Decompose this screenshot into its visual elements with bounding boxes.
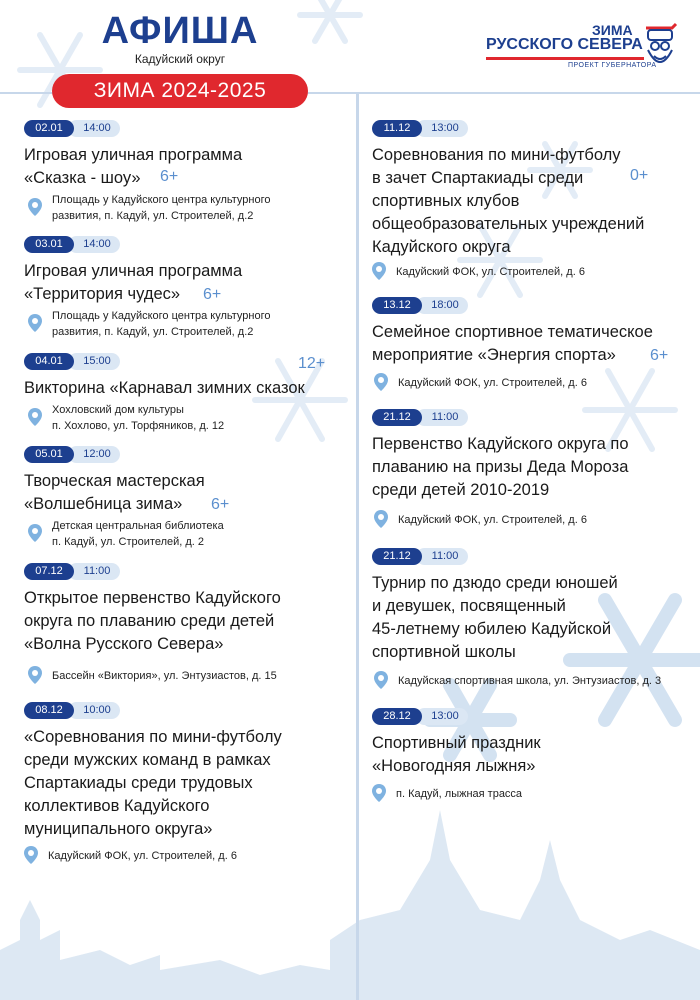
- event-title-line: «Волна Русского Севера»: [24, 635, 224, 653]
- event-title-line: коллективов Кадуйского: [24, 797, 210, 815]
- event-location: Кадуйский ФОК, ул. Строителей, д. 6: [398, 377, 587, 389]
- event-date: 21.12: [372, 548, 422, 565]
- header: [0, 0, 700, 110]
- page-title: АФИША: [101, 10, 259, 52]
- event-title-line: общеобразовательных учреждений: [372, 215, 645, 233]
- location-pin-icon: [28, 408, 42, 426]
- event-title-line: Открытое первенство Кадуйского: [24, 589, 281, 607]
- age-rating: 0+: [630, 167, 649, 184]
- event-location-line2: п. Хохлово, ул. Торфяников, д. 12: [52, 420, 225, 432]
- event-datetime: [372, 120, 700, 140]
- location-pin-icon: [372, 262, 386, 280]
- age-rating: 6+: [160, 168, 179, 185]
- event-title-line: 45-летнему юбилею Кадуйской: [372, 620, 612, 638]
- location-pin-icon: [28, 314, 42, 332]
- season-badge: ЗИМА 2024-2025: [52, 74, 308, 108]
- event-card: [372, 708, 700, 775]
- event-time: 18:00: [416, 297, 468, 314]
- location-pin-icon: [374, 373, 388, 391]
- event-title-line: Викторина «Карнавал зимних сказок: [24, 379, 305, 397]
- event-location: Хохловский дом культуры: [52, 404, 184, 416]
- event-time: 11:00: [416, 548, 468, 565]
- location-pin-icon: [374, 671, 388, 689]
- location-pin-icon: [28, 524, 42, 542]
- event-title-line: спортивной школы: [372, 643, 516, 661]
- event-datetime: [372, 708, 700, 728]
- event-card: [24, 702, 354, 838]
- event-location-line2: развития, п. Кадуй, ул. Строителей, д.2: [52, 326, 254, 338]
- location-pin-icon: [374, 510, 388, 528]
- event-title-line: мероприятие «Энергия спорта»: [372, 346, 616, 364]
- event-time: 14:00: [68, 120, 120, 137]
- event-date: 11.12: [372, 120, 422, 137]
- event-date: 07.12: [24, 563, 74, 580]
- page-subtitle: Кадуйский округ: [134, 52, 226, 66]
- logo-underline: [486, 57, 644, 60]
- event-location: Кадуйская спортивная школа, ул. Энтузиастов, д. 3: [398, 675, 662, 687]
- event-title-line: «Новогодняя лыжня»: [372, 757, 536, 775]
- location-pin-icon: [28, 198, 42, 216]
- event-date: 28.12: [372, 708, 422, 725]
- event-date: 05.01: [24, 446, 74, 463]
- event-datetime: [24, 446, 354, 466]
- event-date: 03.01: [24, 236, 74, 253]
- event-datetime: [372, 409, 700, 429]
- event-time: 15:00: [68, 353, 120, 370]
- event-title-line: Игровая уличная программа: [24, 262, 243, 280]
- event-card: [24, 236, 354, 303]
- age-rating: 6+: [650, 347, 669, 364]
- event-title-line: «Соревнования по мини-футболу: [24, 728, 282, 746]
- logo-text-line3: ПРОЕКТ ГУБЕРНАТОРА: [568, 62, 657, 69]
- logo-text-line2: РУССКОГО СЕВЕРА: [486, 36, 643, 53]
- event-datetime: [24, 120, 354, 140]
- event-title-line: Кадуйского округа: [372, 238, 511, 256]
- event-card: [372, 297, 700, 364]
- event-card: [24, 563, 354, 653]
- event-location: Площадь у Кадуйского центра культурного: [52, 194, 271, 206]
- ded-moroz-icon: [642, 22, 680, 72]
- event-datetime: [24, 563, 354, 583]
- event-title-line: среди детей 2010-2019: [372, 481, 550, 499]
- event-time: 14:00: [68, 236, 120, 253]
- event-title-line: в зачет Спартакиады среди: [372, 169, 584, 187]
- age-rating: 6+: [211, 496, 230, 513]
- location-pin-icon: [28, 666, 42, 684]
- event-title-line: муниципального округа»: [24, 820, 213, 838]
- event-datetime: [372, 548, 700, 568]
- event-title-line: Спортивный праздник: [372, 734, 541, 752]
- location-pin-icon: [24, 846, 38, 864]
- event-location: Кадуйский ФОК, ул. Строителей, д. 6: [48, 850, 237, 862]
- event-card: [372, 120, 700, 256]
- project-logo: [482, 20, 692, 75]
- event-location-line2: п. Кадуй, ул. Строителей, д. 2: [52, 536, 205, 548]
- event-date: 02.01: [24, 120, 74, 137]
- event-date: 08.12: [24, 702, 74, 719]
- event-title-line: округа по плаванию среди детей: [24, 612, 275, 630]
- event-title-line: спортивных клубов: [372, 192, 520, 210]
- event-title-line: «Территория чудес»: [24, 285, 181, 303]
- event-card: [24, 446, 354, 513]
- event-title-line: Турнир по дзюдо среди юношей: [372, 574, 618, 592]
- event-location: Бассейн «Виктория», ул. Энтузиастов, д. 15: [52, 670, 277, 682]
- event-title-line: «Сказка - шоу»: [24, 169, 141, 187]
- event-title-line: Соревнования по мини-футболу: [372, 146, 621, 164]
- event-location: Детская центральная библиотека: [52, 520, 224, 532]
- event-location: п. Кадуй, лыжная трасса: [396, 788, 523, 800]
- age-rating: 12+: [298, 355, 326, 372]
- event-location-line2: развития, п. Кадуй, ул. Строителей, д.2: [52, 210, 254, 222]
- event-time: 11:00: [416, 409, 468, 426]
- event-title-line: плаванию на призы Деда Мороза: [372, 458, 629, 476]
- event-title-line: Творческая мастерская: [24, 472, 205, 490]
- event-card: [372, 409, 700, 499]
- location-pin-icon: [372, 784, 386, 802]
- event-date: 21.12: [372, 409, 422, 426]
- event-title-line: Спартакиады среди трудовых: [24, 774, 253, 792]
- event-title-line: «Волшебница зима»: [24, 495, 183, 513]
- event-datetime: [24, 236, 354, 256]
- event-card: [372, 548, 700, 661]
- column-divider: [356, 92, 359, 1000]
- event-title-line: Игровая уличная программа: [24, 146, 243, 164]
- event-datetime: [24, 702, 354, 722]
- age-rating: 6+: [203, 286, 222, 303]
- logo-text-line1: ЗИМА: [592, 22, 633, 38]
- event-time: 10:00: [68, 702, 120, 719]
- event-time: 13:00: [416, 708, 468, 725]
- event-date: 04.01: [24, 353, 74, 370]
- event-card: [24, 120, 354, 187]
- event-location: Площадь у Кадуйского центра культурного: [52, 310, 271, 322]
- event-time: 11:00: [68, 563, 120, 580]
- event-title-line: и девушек, посвященный: [372, 597, 566, 615]
- event-location: Кадуйский ФОК, ул. Строителей, д. 6: [396, 266, 585, 278]
- event-date: 13.12: [372, 297, 422, 314]
- event-time: 12:00: [68, 446, 120, 463]
- event-datetime: [372, 297, 700, 317]
- event-title-line: среди мужских команд в рамках: [24, 751, 271, 769]
- event-title-line: Первенство Кадуйского округа по: [372, 435, 629, 453]
- event-title-line: Семейное спортивное тематическое: [372, 323, 653, 341]
- event-time: 13:00: [416, 120, 468, 137]
- event-location: Кадуйский ФОК, ул. Строителей, д. 6: [398, 514, 587, 526]
